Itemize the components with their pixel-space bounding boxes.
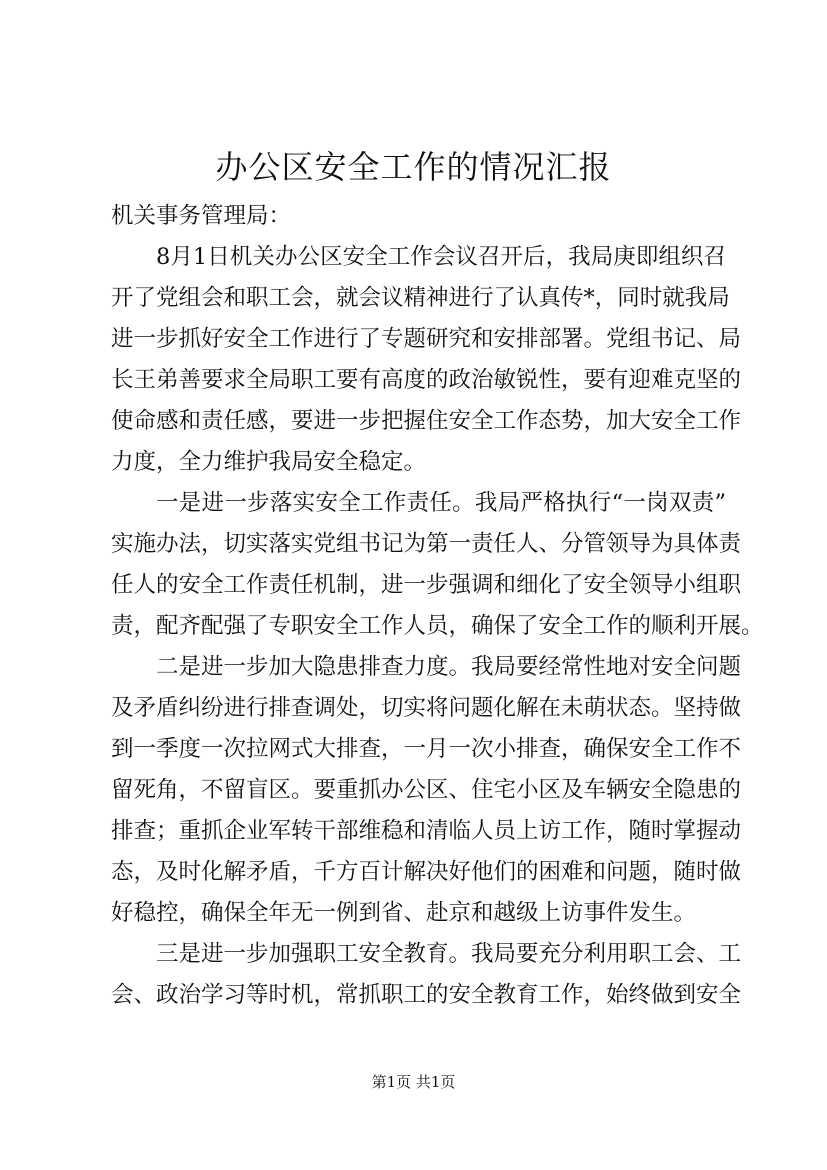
text-line: 长王弟善要求全局职工要有高度的政治敏锐性，要有迎难克坚的 (111, 367, 742, 393)
text-line: 好稳控，确保全年无一例到省、赴京和越级上访事件发生。 (111, 900, 697, 926)
text-line: 实施办法，切实落实党组书记为第一责任人、分管领导为具体责 (111, 531, 742, 557)
page-footer: 第1页 共1页 (371, 1073, 456, 1091)
text-line: 力度，全力维护我局安全稳定。 (111, 449, 427, 475)
text-line: 任人的安全工作责任机制，进一步强调和细化了安全领导小组职 (111, 572, 742, 598)
text-line: 到一季度一次拉网式大排查，一月一次小排查，确保安全工作不 (111, 736, 742, 762)
text-line: 责，配齐配强了专职安全工作人员，确保了安全工作的顺利开展。 (111, 613, 764, 639)
text-line: 进一步抓好安全工作进行了专题研究和安排部署。党组书记、局 (111, 326, 742, 352)
text-line: 会、政治学习等时机，常抓职工的安全教育工作，始终做到安全 (111, 982, 742, 1008)
document-title: 办公区安全工作的情况汇报 (215, 148, 612, 186)
text-line: 三是进一步加强职工安全教育。我局要充分利用职工会、工 (156, 941, 742, 967)
text-line: 使命感和责任感，要进一步把握住安全工作态势，加大安全工作 (111, 408, 742, 434)
salutation-line: 机关事务管理局： (111, 203, 292, 229)
text-line: 留死角，不留盲区。要重抓办公区、住宅小区及车辆安全隐患的 (111, 777, 742, 803)
document-body (111, 196, 764, 1016)
text-line: 及矛盾纠纷进行排查调处，切实将问题化解在未萌状态。坚持做 (111, 695, 742, 721)
text-line: 态，及时化解矛盾，千方百计解决好他们的困难和问题，随时做 (111, 859, 742, 885)
text-line: 一是进一步落实安全工作责任。我局严格执行“一岗双责” (156, 490, 726, 516)
text-line: 排查；重抓企业军转干部维稳和清临人员上访工作，随时掌握动 (111, 818, 742, 844)
text-line: 开了党组会和职工会，就会议精神进行了认真传*，同时就我局 (111, 285, 730, 311)
text-line: 二是进一步加大隐患排查力度。我局要经常性地对安全问题 (156, 654, 742, 680)
text-line: 8月1日机关办公区安全工作会议召开后，我局庚即组织召 (156, 244, 726, 270)
